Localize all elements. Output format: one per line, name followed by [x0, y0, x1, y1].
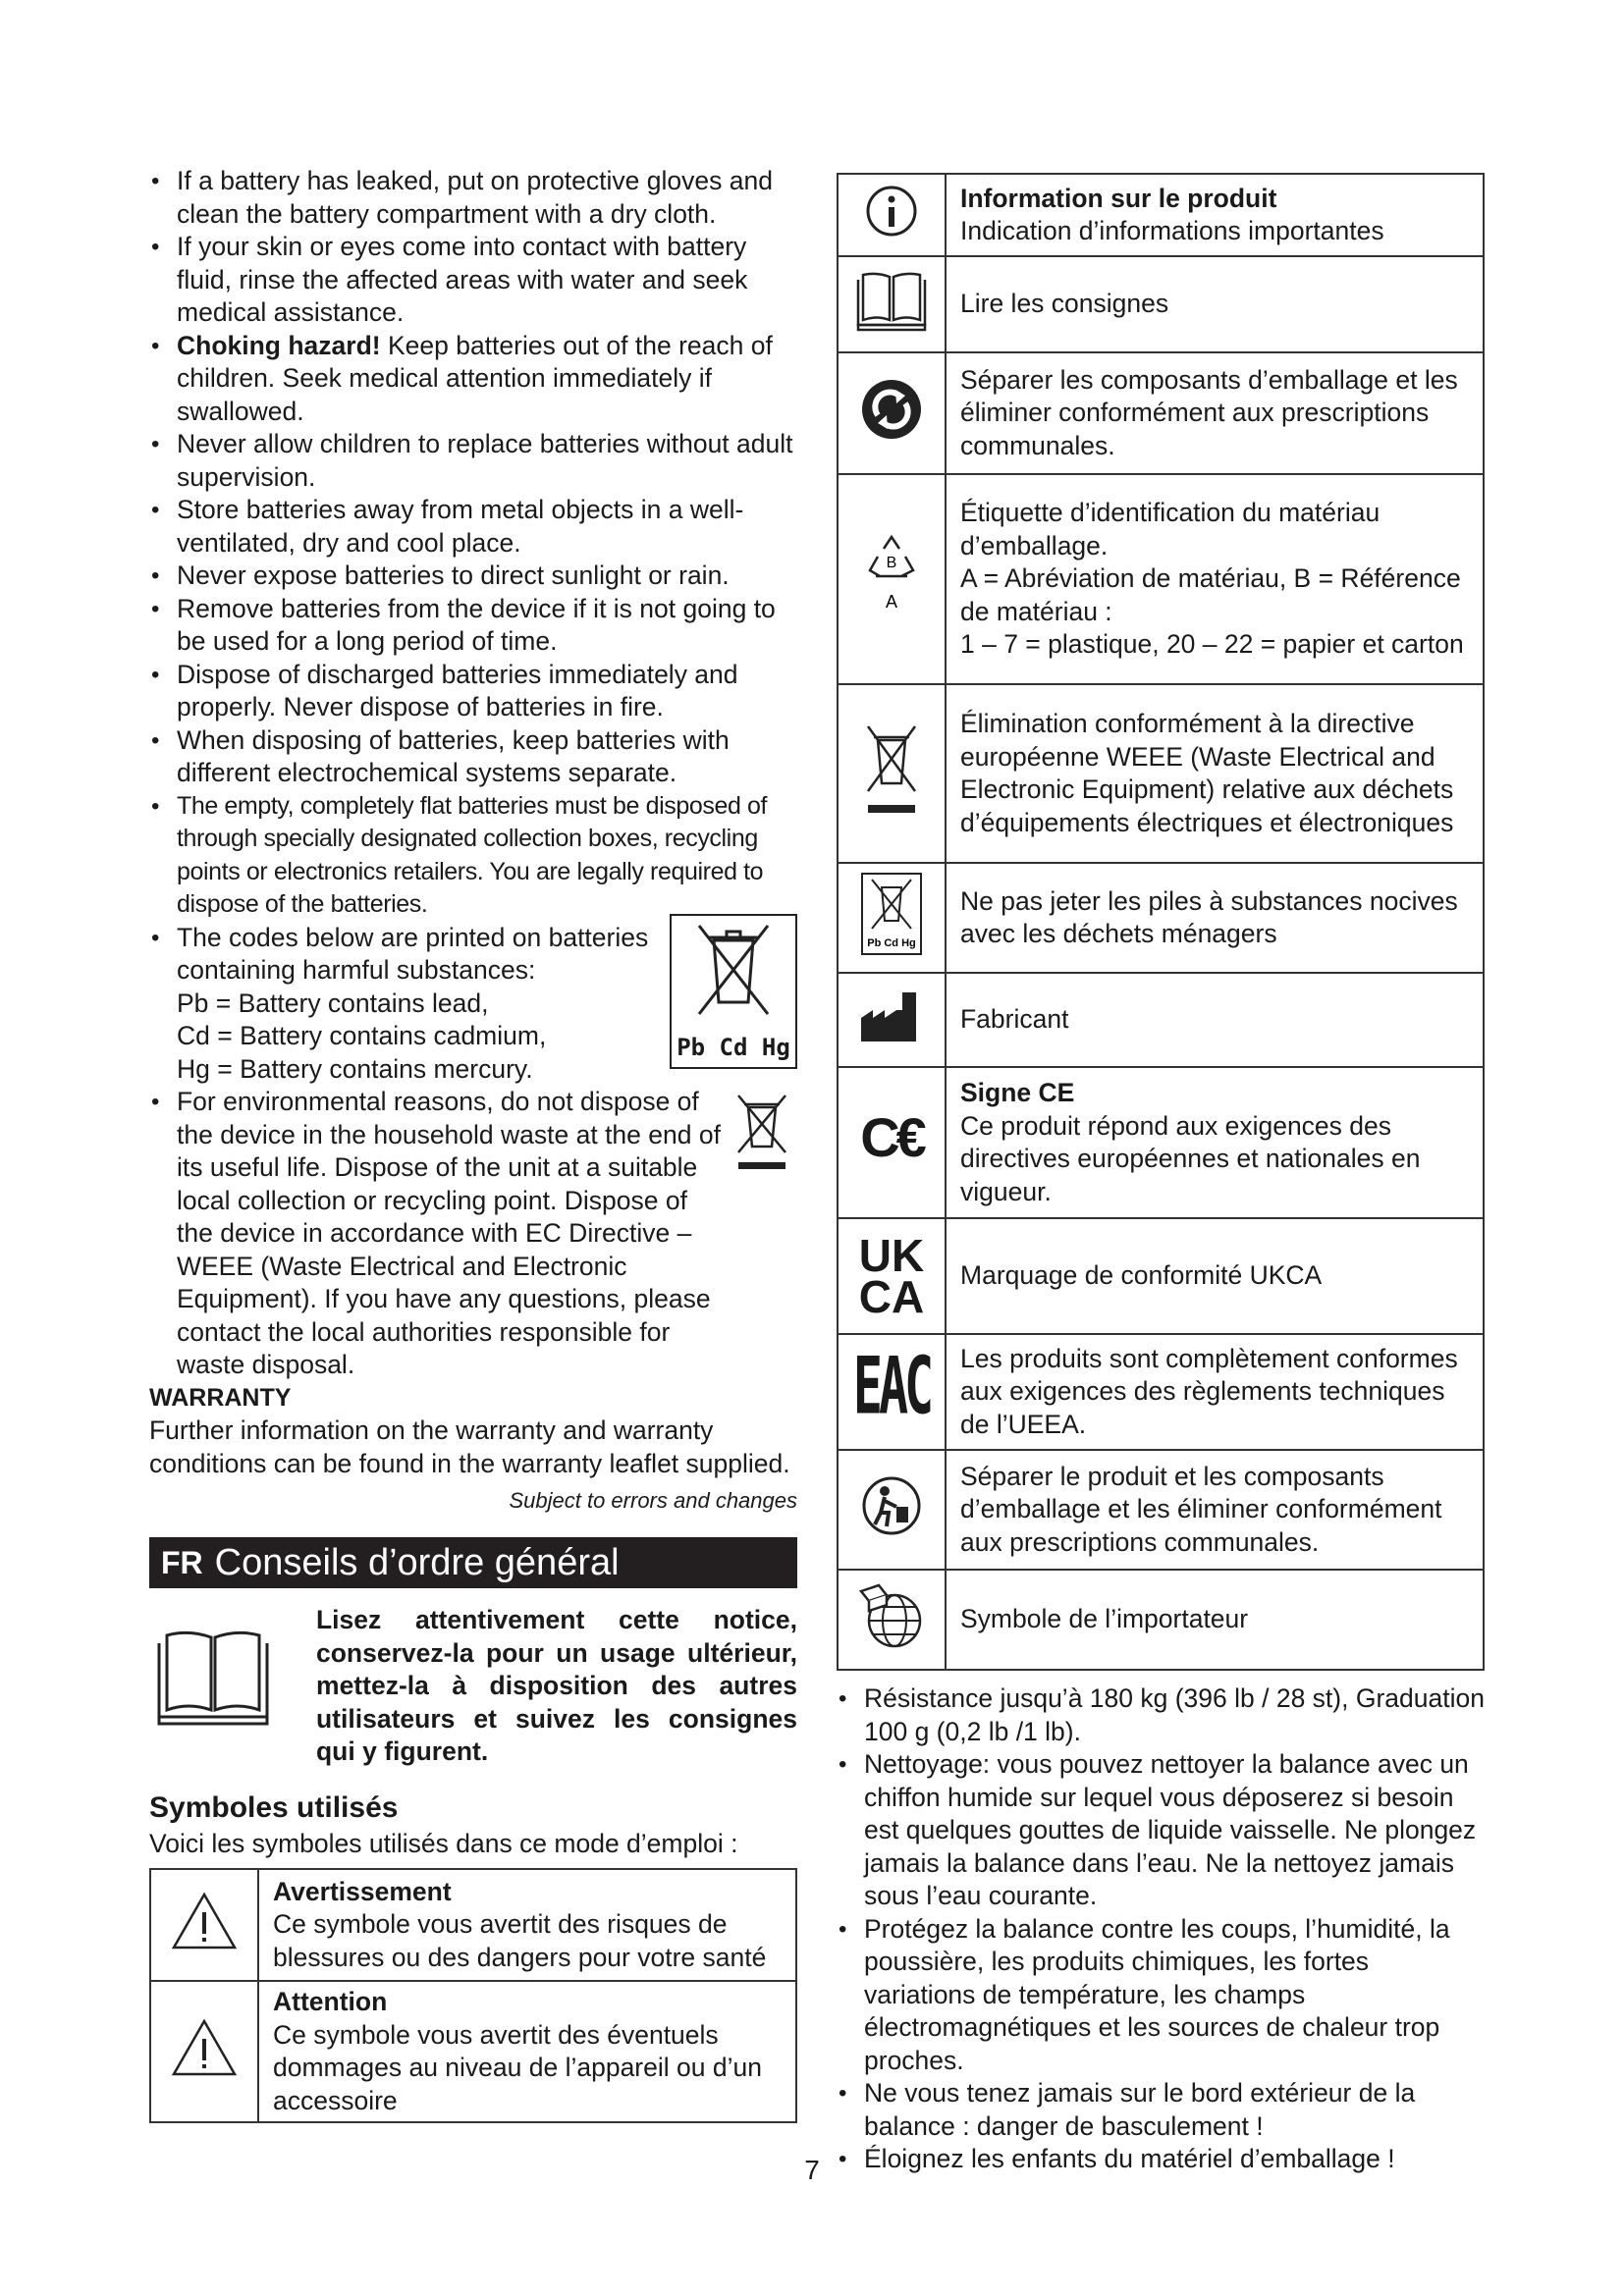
manufacturer-icon	[857, 988, 926, 1043]
section-title: Conseils d’ordre général	[214, 1541, 620, 1583]
info-icon	[864, 184, 919, 239]
row-text: Élimination conformément à la directive européenne WEEE (Waste Electrical and Electronic Equipment) relative aux déchets d’équipements électriques et électroniques	[946, 684, 1484, 863]
table-row	[838, 1570, 1484, 1670]
intro-block	[149, 1604, 797, 1769]
battery-icon-label: Pb Cd Hg	[867, 936, 916, 949]
book-icon	[149, 1624, 277, 1732]
row-text: Séparer les composants d’emballage et les éliminer conformément aux prescriptions communales.	[946, 352, 1484, 474]
ukca-line2: CA	[858, 1271, 925, 1322]
row-text: Les produits sont complètement conformes aux exigences des règlements techniques de l’UEEA.	[946, 1334, 1484, 1450]
list-item: • If your skin or eyes come into contact with battery fluid, rinse the affected areas with water and seek medical assistance.	[149, 231, 797, 330]
row-text: Étiquette d’identification du matériau d’emballage. A = Abréviation de matériau, B = Référence de matériau : 1 – 7 = plastique, 20 – 22 = papier et carton	[946, 474, 1484, 684]
code-pb: Pb = Battery contains lead,	[177, 988, 489, 1018]
symbols-table	[837, 173, 1485, 1671]
table-row	[838, 1218, 1484, 1334]
table-row	[838, 1334, 1484, 1450]
list-item: • When disposing of batteries, keep batteries with different electrochemical systems separate.	[149, 724, 797, 790]
page-number: 7	[804, 2155, 820, 2185]
book-icon	[852, 268, 931, 333]
separate-dispose-icon	[859, 1473, 924, 1538]
list-item: • Éloignez les enfants du matériel d’emballage !	[837, 2143, 1485, 2176]
ukca-icon	[839, 1230, 944, 1322]
list-item-codes	[149, 922, 797, 1087]
choking-text: Keep batteries out of the reach of children. Seek medical attention immediately if swallowed.	[177, 330, 773, 426]
recycle-packaging-icon	[860, 378, 923, 441]
table-row	[838, 1067, 1484, 1218]
list-item: • Ne vous tenez jamais sur le bord extérieur de la balance : danger de basculement !	[837, 2077, 1485, 2143]
list-item-environment	[149, 1086, 797, 1382]
row-text: Fabricant	[946, 973, 1484, 1067]
list-item: • Protégez la balance contre les coups, l’humidité, la poussière, les produits chimiques, les fortes variations de température, les champs électromagnétiques et les sources de chaleur trop proches.	[837, 1913, 1485, 2078]
battery-weee-label	[670, 914, 797, 1069]
list-item: • Never allow children to replace batteries without adult supervision.	[149, 428, 797, 494]
warranty-title: WARRANTY	[149, 1383, 292, 1412]
code-cd: Cd = Battery contains cadmium,	[177, 1021, 547, 1050]
row-text: Ne pas jeter les piles à substances nocives avec les déchets ménagers	[946, 863, 1484, 973]
table-row	[838, 1450, 1484, 1570]
material-id-icon	[862, 531, 921, 619]
left-column	[149, 165, 797, 2123]
list-item	[149, 330, 797, 429]
crossed-bin-icon	[689, 916, 778, 1024]
list-item: • If a battery has leaked, put on protective gloves and clean the battery compartment with a dry cloth.	[149, 165, 797, 231]
environment-text: • For environmental reasons, do not dispose of the device in the household waste at the end of its useful life. Dispose of the unit at a suitable local collection or recycling point. Dispose of the device in accordance with EC Directive – WEEE (Waste Electrical and Electronic Equipment). If you have any questions, please contact the local authorities responsible for waste disposal.	[177, 1087, 721, 1379]
scale-tips-list	[837, 1682, 1485, 2176]
table-row	[838, 174, 1484, 256]
battery-bin-icon	[860, 872, 923, 956]
row-text: Lire les consignes	[946, 256, 1484, 352]
table-row	[838, 973, 1484, 1067]
row-text: Symbole de l’importateur	[946, 1570, 1484, 1670]
warranty-text: Further information on the warranty and warranty conditions can be found in the warranty leaflet supplied.	[149, 1415, 790, 1478]
list-item: • The empty, completely flat batteries must be disposed of through specially designated collection boxes, recycling points or electronics retailers. You are legally required to dispose of the batteries.	[149, 790, 797, 922]
intro-text: Lisez attentivement cette notice, conservez-la pour un usage ultérieur, mettez-la à disposition des autres utilisateurs et suivez les consignes qui y figurent.	[316, 1605, 797, 1766]
row-title: Signe CE	[960, 1078, 1075, 1107]
errors-note: Subject to errors and changes	[509, 1488, 797, 1513]
pbcdhg-label: • Pb Cd Hg	[677, 1034, 790, 1061]
codes-intro: The codes below are printed on batteries containing harmful substances:	[177, 922, 649, 985]
table-row	[838, 684, 1484, 863]
table-row	[838, 352, 1484, 474]
choking-warning: Choking hazard!	[177, 330, 381, 360]
list-item: • Store batteries away from metal objects in a well-ventilated, dry and cool place.	[149, 494, 797, 560]
section-banner	[149, 1537, 797, 1588]
row-text: Séparer le produit et les composants d’emballage et les éliminer conformément aux prescriptions communales.	[946, 1450, 1484, 1570]
row-text: Marquage de conformité UKCA	[946, 1218, 1484, 1334]
table-row	[150, 1981, 796, 2122]
list-item: • Nettoyage: vous pouvez nettoyer la balance avec un chiffon humide sur lequel vous déposerez si besoin est quelques gouttes de liquide vaisselle. Ne plongez jamais la balance dans l’eau. Ne la nettoyez jamais sous l’eau courante.	[837, 1748, 1485, 1913]
symbols-intro: Voici les symboles utilisés dans ce mode d’emploi :	[149, 1828, 738, 1858]
ukca-line1: UK	[858, 1230, 925, 1281]
code-hg: Hg = Battery contains mercury.	[177, 1053, 533, 1084]
battery-safety-list	[149, 165, 797, 1382]
warning-title: Avertissement	[273, 1876, 452, 1906]
language-code: FR	[161, 1544, 203, 1580]
list-item: • Remove batteries from the device if it is not going to be used for a long period of time.	[149, 593, 797, 659]
eac-icon: EAC	[852, 1341, 931, 1433]
warning-triangle-icon	[170, 1891, 239, 1951]
weee-bin-icon	[862, 721, 921, 819]
list-item: • Résistance jusqu’à 180 kg (396 lb / 28 st), Graduation 100 g (0,2 lb /1 lb).	[837, 1682, 1485, 1748]
table-row	[838, 256, 1484, 352]
row-title: Information sur le produit	[960, 183, 1277, 213]
warning-text: Ce symbole vous avertit des risques de blessures ou des dangers pour votre santé	[273, 1909, 767, 1972]
row-text: Ce produit répond aux exigences des directives européennes et nationales en vigueur.	[960, 1110, 1421, 1206]
right-column	[837, 173, 1485, 2176]
material-b: B	[886, 554, 897, 571]
symbols-heading: Symboles utilisés	[149, 1790, 399, 1824]
attention-text: Ce symbole vous avertit des éventuels dommages au niveau de l’appareil ou d’un accessoire	[273, 2019, 762, 2115]
ce-icon: C€	[860, 1105, 923, 1168]
caution-triangle-icon	[170, 2017, 239, 2078]
importer-icon	[857, 1581, 926, 1650]
table-row	[150, 1869, 796, 1981]
table-row	[838, 474, 1484, 684]
weee-bin-icon	[732, 1092, 791, 1170]
row-text: Indication d’informations importantes	[960, 216, 1384, 245]
list-item: • Dispose of discharged batteries immediately and properly. Never dispose of batteries in fire.	[149, 659, 797, 724]
list-item: • Never expose batteries to direct sunlight or rain.	[149, 560, 797, 593]
attention-title: Attention	[273, 1987, 388, 2016]
warning-symbols-table	[149, 1868, 797, 2123]
table-row	[838, 863, 1484, 973]
material-a: A	[885, 591, 898, 612]
